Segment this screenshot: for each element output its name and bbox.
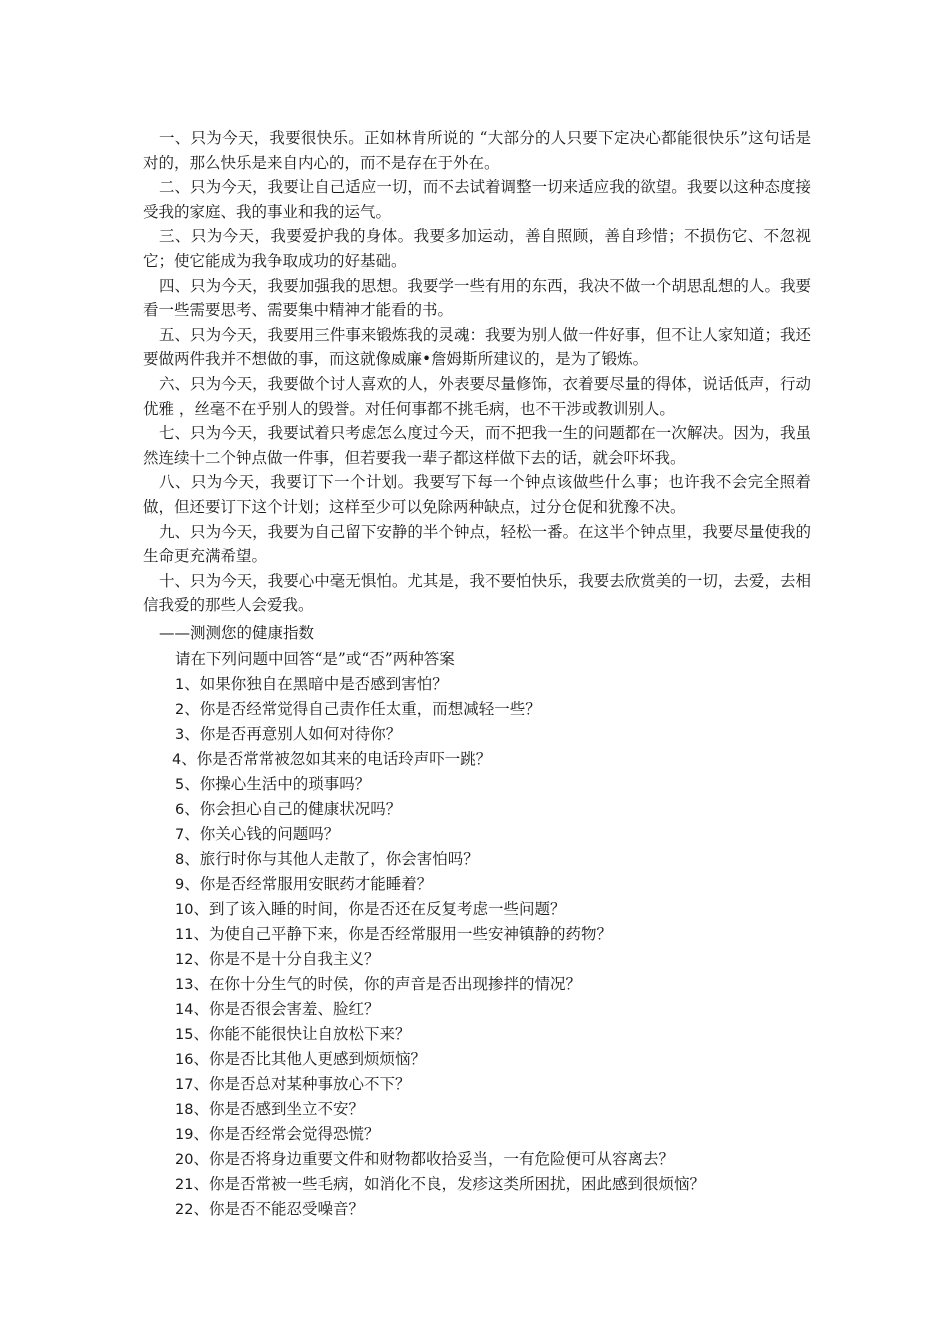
question-number: 11 (175, 927, 194, 943)
question-item (175, 798, 815, 823)
question-item (175, 898, 815, 923)
question-number: 19 (175, 1127, 194, 1143)
question-item (175, 973, 815, 998)
question-separator: 、 (184, 825, 200, 843)
question-text: 你会担心自己的健康状况吗？ (199, 800, 402, 818)
question-separator: 、 (184, 800, 200, 818)
question-separator: 、 (193, 1025, 209, 1043)
question-item (175, 848, 815, 873)
question-item (175, 1073, 815, 1098)
question-text: 你关心钱的问题吗？ (199, 825, 340, 843)
resolution-paragraph: 七、只为今天，我要试着只考虑怎么度过今天，而不把我一生的问题都在一次解决。因为，我虽然连续十二个钟点做一件事，但若要我一辈子都这样做下去的话，就会吓坏我。 (143, 424, 811, 467)
question-text: 你是否经常觉得自己责作任太重，而想减轻一些？ (199, 700, 541, 718)
quiz-instruction: 请在下列问题中回答“是”或“否”两种答案 (175, 650, 455, 668)
question-number: 2 (175, 702, 185, 718)
question-item (175, 823, 815, 848)
question-text: 到了该入睡的时间，你是否还在反复考虑一些问题？ (208, 900, 566, 918)
question-number: 7 (175, 827, 185, 843)
question-item (175, 673, 815, 698)
resolution-paragraph: 一、只为今天，我要很快乐。正如林肯所说的 “大部分的人只要下定决心都能很快乐”这句话是对的，那么快乐是来自内心的，而不是存在于外在。 (143, 129, 811, 172)
question-text: 你是否将身边重要文件和财物都收拾妥当，一有危险便可从容离去？ (208, 1150, 674, 1168)
question-item (175, 698, 815, 723)
question-number: 21 (175, 1177, 194, 1193)
question-item (175, 1123, 815, 1148)
question-separator: 、 (193, 1200, 209, 1218)
resolution-paragraph: 五、只为今天，我要用三件事来锻炼我的灵魂：我要为别人做一件好事，但不让人家知道；我还要做两件我并不想做的事，而这就像威廉•詹姆斯所建议的，是为了锻炼。 (143, 325, 811, 369)
question-number: 15 (175, 1027, 194, 1043)
question-number: 6 (175, 802, 185, 818)
question-item (175, 948, 815, 973)
question-text: 你是否不能忍受噪音？ (208, 1200, 364, 1218)
resolution-paragraph: 八、只为今天，我要订下一个计划。我要写下每一个钟点该做些什么事；也许我不会完全照着做，但还要订下这个计划；这样至少可以免除两种缺点，过分仓促和犹豫不决。 (143, 473, 811, 516)
question-text: 你是否常被一些毛病，如消化不良，发疹这类所困扰，困此感到很烦恼？ (208, 1175, 705, 1193)
question-text: 在你十分生气的时侯，你的声音是否出现掺拌的情况？ (208, 975, 581, 993)
question-item (175, 1173, 815, 1198)
resolution-paragraph: 二、只为今天，我要让自己适应一切，而不去试着调整一切来适应我的欲望。我要以这种态度接受我的家庭、我的事业和我的运气。 (143, 178, 811, 221)
question-separator: 、 (193, 925, 209, 943)
question-separator: 、 (184, 700, 200, 718)
question-separator: 、 (184, 875, 200, 893)
question-item (175, 873, 815, 898)
question-text: 你操心生活中的琐事吗？ (199, 775, 371, 793)
question-text: 旅行时你与其他人走散了，你会害怕吗？ (199, 850, 479, 868)
question-number: 1 (175, 677, 185, 693)
question-number: 8 (175, 852, 185, 868)
question-item (175, 1023, 815, 1048)
question-separator: 、 (193, 1100, 209, 1118)
question-separator: 、 (193, 950, 209, 968)
question-item (175, 1148, 815, 1173)
question-text: 你是不是十分自我主义？ (208, 950, 380, 968)
question-text: 你是否经常会觉得恐慌？ (208, 1125, 380, 1143)
question-number: 14 (175, 1002, 194, 1018)
question-list (172, 673, 815, 1223)
question-number: 17 (175, 1077, 194, 1093)
question-number: 12 (175, 952, 194, 968)
question-item (175, 1048, 815, 1073)
resolution-paragraph: 四、只为今天，我要加强我的思想。我要学一些有用的东西，我决不做一个胡思乱想的人。我要看一些需要思考、需要集中精神才能看的书。 (143, 276, 811, 320)
question-number: 20 (175, 1152, 194, 1168)
question-text: 如果你独自在黑暗中是否感到害怕？ (199, 675, 448, 693)
question-text: 为使自己平静下来，你是否经常服用一些安神镇静的药物？ (208, 925, 612, 943)
resolution-paragraph: 十、只为今天，我要心中毫无惧怕。尤其是，我不要怕快乐，我要去欣赏美的一切，去爱，去相信我爱的那些人会爱我。 (143, 571, 811, 615)
question-separator: 、 (193, 975, 209, 993)
question-separator: 、 (184, 725, 200, 743)
question-number: 9 (175, 877, 185, 893)
question-item (175, 998, 815, 1023)
section-subtitle: ——测测您的健康指数 (159, 624, 315, 642)
question-separator: 、 (193, 1125, 209, 1143)
question-item (175, 923, 815, 948)
resolution-paragraph: 六、只为今天，我要做个讨人喜欢的人，外表要尽量修饰，衣着要尽量的得体，说话低声，行动优雅 ，丝毫不在乎别人的毁誉。对任何事都不挑毛病，也不干涉或教训别人。 (143, 374, 811, 418)
question-number: 22 (175, 1202, 194, 1218)
question-text: 你是否比其他人更感到烦烦恼？ (208, 1050, 426, 1068)
resolution-paragraph: 九、只为今天，我要为自己留下安静的半个钟点，轻松一番。在这半个钟点里，我要尽量使我的生命更充满希望。 (143, 522, 811, 566)
question-separator: 、 (193, 1150, 209, 1168)
question-number: 10 (175, 902, 194, 918)
question-separator: 、 (184, 850, 200, 868)
question-number: 4 (172, 752, 182, 768)
question-separator: 、 (184, 675, 200, 693)
question-item (175, 773, 815, 798)
question-text: 你是否经常服用安眠药才能睡着？ (199, 875, 433, 893)
question-separator: 、 (193, 1000, 209, 1018)
question-text: 你是否感到坐立不安？ (208, 1100, 364, 1118)
question-text: 你是否总对某种事放心不下？ (208, 1075, 411, 1093)
question-text: 你是否再意别人如何对待你？ (199, 725, 402, 743)
question-item (172, 748, 815, 773)
question-separator: 、 (193, 900, 209, 918)
question-item (175, 1098, 815, 1123)
question-text: 你是否常常被忽如其来的电话玲声吓一跳？ (196, 750, 492, 768)
question-number: 5 (175, 777, 185, 793)
question-number: 3 (175, 727, 185, 743)
question-text: 你能不能很快让自放松下来？ (208, 1025, 411, 1043)
question-number: 13 (175, 977, 194, 993)
question-separator: 、 (193, 1050, 209, 1068)
question-text: 你是否很会害羞、脸红？ (208, 1000, 380, 1018)
resolutions-section (143, 126, 811, 618)
question-separator: 、 (193, 1075, 209, 1093)
resolution-paragraph: 三、只为今天，我要爱护我的身体。我要多加运动，善自照顾，善自珍惜；不损伤它、不忽视它；使它能成为我争取成功的好基础。 (143, 227, 811, 270)
question-number: 18 (175, 1102, 194, 1118)
question-number: 16 (175, 1052, 194, 1068)
question-separator: 、 (184, 775, 200, 793)
question-separator: 、 (193, 1175, 209, 1193)
question-item (175, 723, 815, 748)
question-separator: 、 (181, 750, 197, 768)
question-item (175, 1198, 815, 1223)
